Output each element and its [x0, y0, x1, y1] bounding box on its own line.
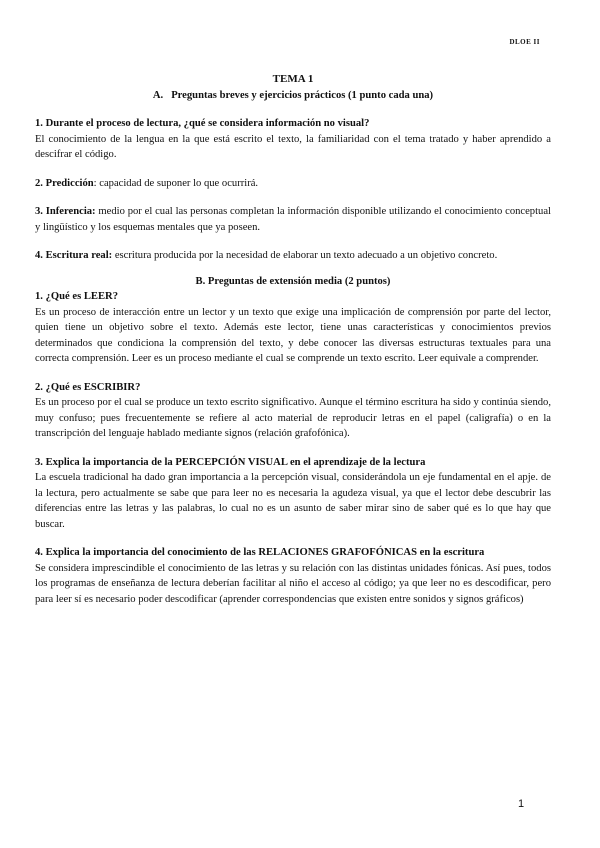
- answer-text: Es un proceso por el cual se produce un texto escrito significativo. Aunque el término escritura ha sido y continúa siendo, muy confuso; pues frecuentemente se refiere al acto material de reproducir letras en el papel (caligrafía) o en la transcripción del lenguaje hablado mediante signos (relación grafofónica).: [35, 397, 551, 439]
- section-b-heading: B. Preguntas de extensión media (2 puntos): [195, 275, 391, 287]
- question-b3: [35, 455, 551, 533]
- answer-text: Es un proceso de interacción entre un lector y un texto que exige una implicación de comprensión por parte del lector, quien tiene un objetivo sobre el texto. Además este lector, tiene unas características y conocimientos previos determinados que condiciona la comprensión del texto, y debe conocer las diversas estructuras textuales para una correcta comprensión. Leer es un proceso mediante el cual se comprende un texto escrito. Leer equivale a comprender.: [35, 306, 551, 364]
- question-title: 2. ¿Qué es ESCRIBIR?: [35, 381, 141, 393]
- document-body: [35, 72, 551, 607]
- question-b1: [35, 289, 551, 367]
- term-label: 4. Escritura real:: [35, 250, 113, 261]
- question-title: 1. Durante el proceso de lectura, ¿qué se considera información no visual?: [35, 118, 370, 129]
- answer-text: Se considera imprescindible el conocimiento de las letras y su relación con las distintas unidades fónicas. Así pues, todos los programas de enseñanza de lectura deberían facilitar al niño el acceso al código; ya que leer no es descodificar, pero para leer sí es necesario poder descodificar (aprender correspondencias que existen entre sonidos y signos gráficos): [35, 562, 551, 605]
- question-a2: [35, 176, 551, 192]
- answer-text: medio por el cual las personas completan la información disponible utilizando el conocimiento conceptual y lingüístico y los esquemas mentales que ya poseen.: [35, 206, 551, 233]
- question-title: 4. Explica la importancia del conocimiento de las RELACIONES GRAFOFÓNICAS en la escritura: [35, 547, 485, 558]
- term-label: 2. Predicción: [35, 177, 94, 189]
- question-title: 3. Explica la importancia de la PERCEPCIÓN VISUAL en el aprendizaje de la lectura: [35, 456, 426, 468]
- section-a-title: Preguntas breves y ejercicios prácticos (1 punto cada una): [171, 89, 434, 101]
- term-label: 3. Inferencia:: [35, 206, 96, 217]
- answer-text: : capacidad de suponer lo que ocurrirá.: [93, 177, 259, 189]
- page-number: 1: [518, 798, 525, 810]
- answer-text: El conocimiento de la lengua en la que está escrito el texto, la familiaridad con el tema tratado y haber aprendido a descifrar el código.: [35, 133, 551, 160]
- question-a1: [35, 116, 551, 163]
- answer-text: La escuela tradicional ha dado gran importancia a la percepción visual, considerándola un eje fundamental en el apje. de la lectura, pero actualmente se sabe que para leer no es necesaria la agudeza visual, ya que el lector debe descubrir las diferencias entre las letras y las palabras, lo cual no es un asunto de saber mirar sino de saber qué es lo que hay que buscar.: [35, 472, 551, 530]
- document-code: DLOE II: [509, 38, 540, 46]
- section-a-heading: [35, 88, 551, 104]
- question-a3: [35, 204, 551, 235]
- question-b2: [35, 380, 551, 442]
- section-a-letter: A.: [152, 89, 164, 101]
- question-a4: [35, 248, 551, 264]
- answer-text: escritura producida por la necesidad de elaborar un texto adecuado a un objetivo concreto.: [112, 250, 498, 261]
- tema-title: TEMA 1: [272, 73, 314, 85]
- question-title: 1. ¿Qué es LEER?: [35, 291, 118, 302]
- question-b4: [35, 545, 551, 607]
